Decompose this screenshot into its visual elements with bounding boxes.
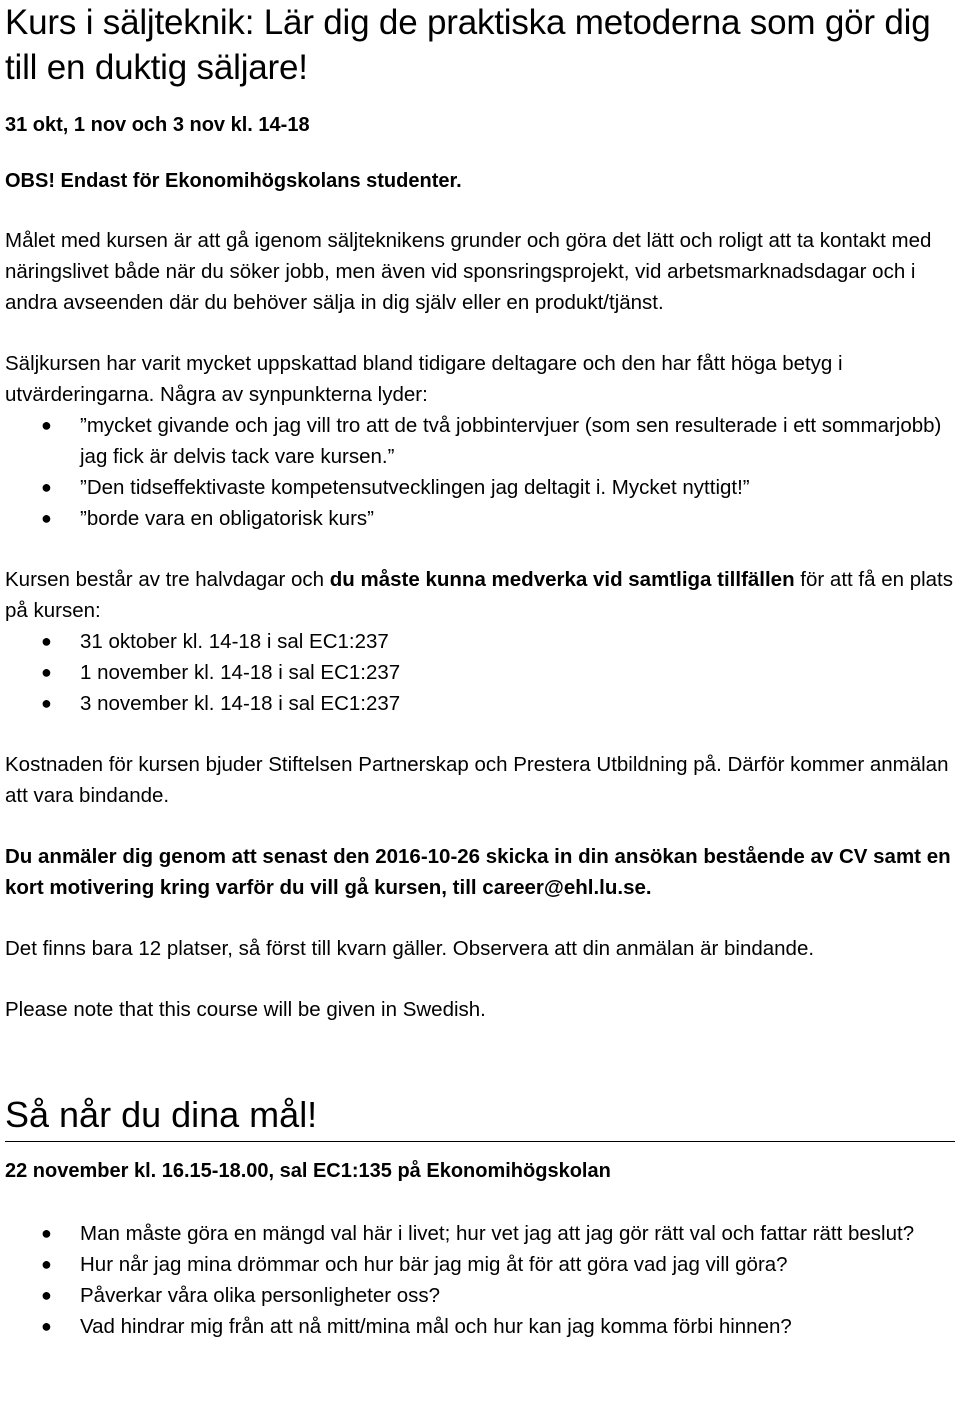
list-item: ● Hur når jag mina drömmar och hur bär jag mig åt för att göra vad jag vill göra? [5, 1249, 955, 1280]
bullet-icon: ● [41, 1316, 52, 1336]
session-item: ● 1 november kl. 14-18 i sal EC1:237 [5, 657, 955, 688]
intro-paragraph: Målet med kursen är att gå igenom säljteknikens grunder och göra det lätt och roligt att ta kontakt med näringslivet både när du söker jobb, men även vid sponsringsprojekt, vid arbetsmarknadsdagar och i andra avseenden där du behöver sälja in dig själv eller en produkt/tjänst. [5, 229, 932, 314]
session-item: ● 31 oktober kl. 14-18 i sal EC1:237 [5, 626, 955, 657]
list-item: ● Påverkar våra olika personligheter oss? [5, 1280, 955, 1311]
cost-paragraph: Kostnaden för kursen bjuder Stiftelsen Partnerskap och Prestera Utbildning på. Därför kommer anmälan att vara bindande. [5, 753, 949, 807]
bullet-icon: ● [41, 631, 52, 651]
section2-bullets [5, 1218, 955, 1342]
mandatory-attendance-text: du måste kunna medverka vid samtliga tillfällen [329, 568, 795, 591]
quote-item: ● ”borde vara en obligatorisk kurs” [5, 503, 955, 534]
bullet-icon: ● [41, 693, 52, 713]
bullet-icon: ● [41, 415, 52, 435]
course-structure-paragraph: Kursen består av tre halvdagar och du måste kunna medverka vid samtliga tillfällen för att få en plats på kursen: [5, 568, 954, 622]
signup-paragraph: Du anmäler dig genom att senast den 2016-10-26 skicka in din ansökan bestående av CV samt en kort motivering kring varför du vill gå kursen, till career@ehl.lu.se. [5, 845, 951, 899]
quote-item: ● ”mycket givande och jag vill tro att de två jobbintervjuer (som sen resulterade i ett sommarjobb) jag fick är delvis tack vare kursen.” [5, 410, 955, 472]
section2-title: Så når du dina mål! [5, 1093, 955, 1142]
bullet-icon: ● [41, 477, 52, 497]
language-note: Please note that this course will be given in Swedish. [5, 998, 486, 1021]
bullet-icon: ● [41, 1254, 52, 1274]
quotes-list [5, 410, 955, 534]
bullet-icon: ● [41, 662, 52, 682]
bullet-icon: ● [41, 1223, 52, 1243]
list-item: ● Man måste göra en mängd val här i livet; hur vet jag att jag gör rätt val och fattar rätt beslut? [5, 1218, 955, 1249]
session-item: ● 3 november kl. 14-18 i sal EC1:237 [5, 688, 955, 719]
section2-datetime: 22 november kl. 16.15-18.00, sal EC1:135 på Ekonomihögskolan [5, 1160, 611, 1182]
bullet-icon: ● [41, 1285, 52, 1305]
course-dates: 31 okt, 1 nov och 3 nov kl. 14-18 [5, 114, 310, 136]
sessions-list [5, 626, 955, 719]
quote-item: ● ”Den tidseffektivaste kompetensutvecklingen jag deltagit i. Mycket nyttigt!” [5, 472, 955, 503]
feedback-paragraph: Säljkursen har varit mycket uppskattad bland tidigare deltagare och den har fått höga betyg i utvärderingarna. Några av synpunkterna lyder: [5, 352, 843, 406]
bullet-icon: ● [41, 508, 52, 528]
seats-paragraph: Det finns bara 12 platser, så först till kvarn gäller. Observera att din anmälan är bindande. [5, 937, 815, 960]
obs-notice: OBS! Endast för Ekonomihögskolans studenter. [5, 170, 462, 192]
page-title: Kurs i säljteknik: Lär dig de praktiska metoderna som gör dig till en duktig säljare! [5, 3, 931, 87]
list-item: ● Vad hindrar mig från att nå mitt/mina mål och hur kan jag komma förbi hinnen? [5, 1311, 955, 1342]
